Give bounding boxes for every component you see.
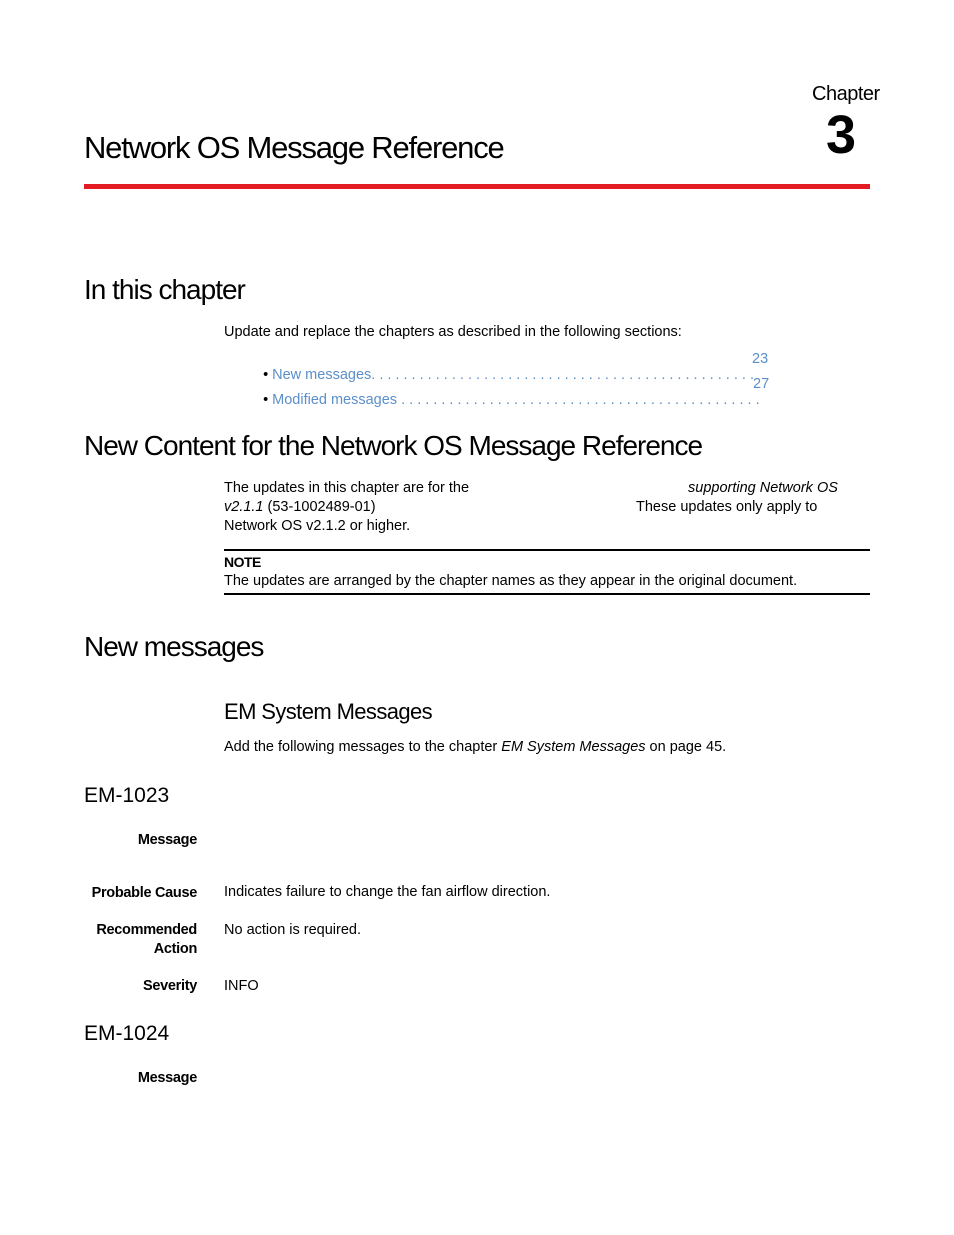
new-content-heading: New Content for the Network OS Message Reference xyxy=(84,430,703,461)
probable-cause-label: Probable Cause xyxy=(91,885,197,901)
version-italic: v2.1.1 xyxy=(224,499,264,515)
note-bottom-rule xyxy=(224,593,870,595)
recommended-action-value: No action is required. xyxy=(224,922,362,938)
message-label: Message xyxy=(137,832,197,848)
chapter-label: Chapter xyxy=(812,83,880,105)
em-intro-text: Add the following messages to the chapter xyxy=(224,739,502,755)
new-content-line3: Network OS v2.1.2 or higher. xyxy=(224,518,411,534)
new-content-line2a xyxy=(224,498,376,517)
em-intro-chapter: EM System Messages xyxy=(501,739,646,755)
toc-leader: . . . . . . . . . . . . . . . . . . . . . . . . . . . . . . . . . . . . . . . . . . . . . xyxy=(397,392,760,408)
in-this-chapter-heading: In this chapter xyxy=(84,274,245,305)
severity-value: INFO xyxy=(224,978,259,994)
toc-label[interactable]: New messages xyxy=(272,367,372,383)
toc-page-new-messages[interactable]: 23 xyxy=(752,351,769,367)
em-system-messages-heading: EM System Messages xyxy=(224,699,433,724)
probable-cause-value: Indicates failure to change the fan airflow direction. xyxy=(224,884,551,900)
message-id-em-1023: EM-1023 xyxy=(84,784,170,807)
bullet-icon: • xyxy=(263,367,269,383)
severity-label: Severity xyxy=(142,978,197,994)
recommended-action-label xyxy=(57,921,197,959)
message-label: Message xyxy=(137,1070,197,1086)
new-content-line1b: supporting Network OS xyxy=(688,480,838,496)
new-content-line2b: These updates only apply to xyxy=(636,499,818,515)
note-top-rule xyxy=(224,549,870,551)
new-messages-heading: New messages xyxy=(84,631,264,662)
em-intro-page: on page 45. xyxy=(645,739,727,755)
new-content-line1a: The updates in this chapter are for the xyxy=(224,480,470,496)
toc-leader: . . . . . . . . . . . . . . . . . . . . . . . . . . . . . . . . . . . . . . . . . . . . . . . . xyxy=(371,367,754,383)
bullet-icon: • xyxy=(263,392,269,408)
page-title: Network OS Message Reference xyxy=(84,130,504,165)
toc-label[interactable]: Modified messages xyxy=(272,392,398,408)
chapter-rule xyxy=(84,184,870,189)
toc-page-modified-messages[interactable]: 27 xyxy=(753,376,770,392)
toc-entry-modified-messages[interactable] xyxy=(255,376,760,408)
em-intro xyxy=(224,738,726,757)
doc-number: (53-1002489-01) xyxy=(263,499,376,515)
recommended-action-label-line2: Action xyxy=(153,941,197,957)
message-id-em-1024: EM-1024 xyxy=(84,1022,170,1045)
in-this-chapter-intro: Update and replace the chapters as described in the following sections: xyxy=(224,324,682,340)
note-text: The updates are arranged by the chapter names as they appear in the original document. xyxy=(224,573,798,589)
recommended-action-label-line1: Recommended xyxy=(96,922,197,938)
note-label: NOTE xyxy=(224,554,261,570)
chapter-number: 3 xyxy=(826,105,857,165)
